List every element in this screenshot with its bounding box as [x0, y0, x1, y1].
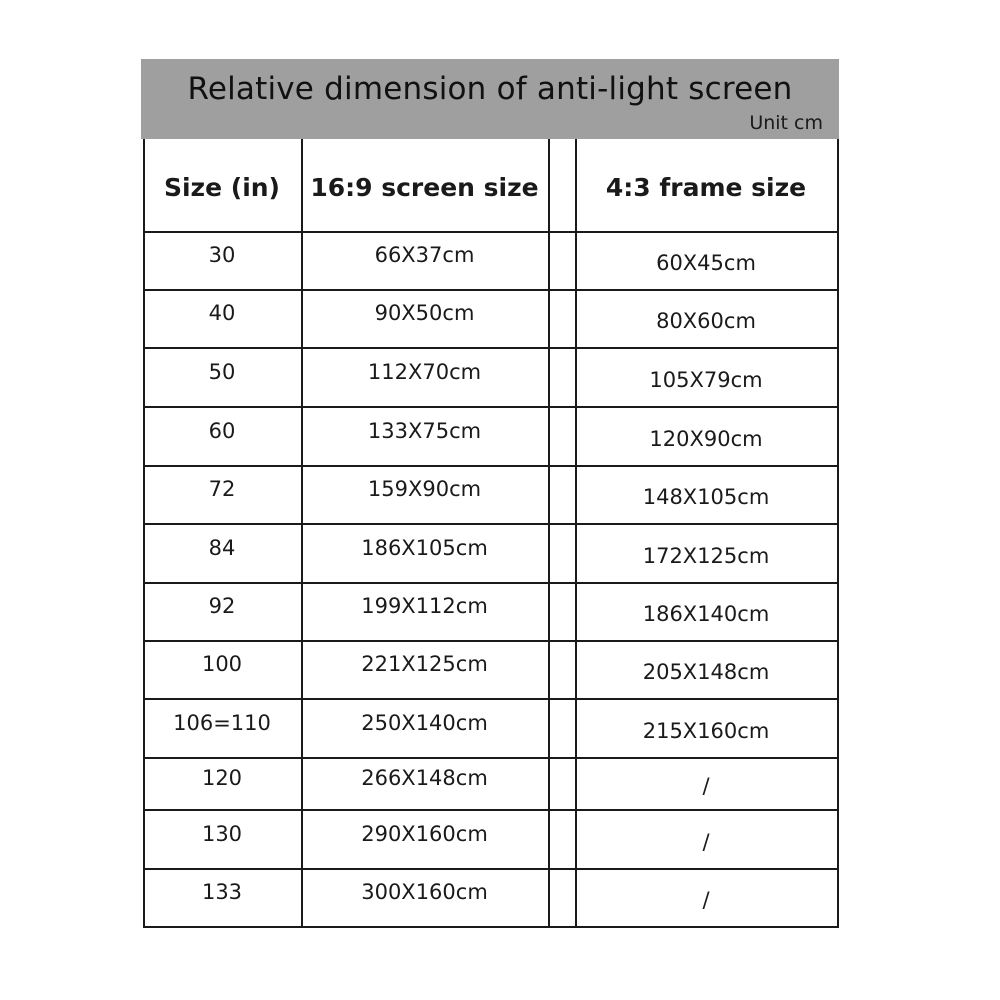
cell-16-9: 66X37cm [374, 243, 475, 267]
row-divider [143, 465, 839, 467]
column-divider [837, 139, 839, 926]
cell-4-3: 148X105cm [642, 485, 770, 509]
cell-4-3: 186X140cm [642, 602, 770, 626]
row-divider [143, 231, 839, 233]
cell-4-3: 215X160cm [642, 718, 770, 743]
header-16-9: 16:9 screen size [310, 173, 539, 202]
cell-16-9: 266X148cm [361, 766, 488, 790]
cell-4-3: / [702, 774, 710, 798]
cell-16-9: 290X160cm [361, 821, 488, 846]
cell-4-3: 205X148cm [642, 660, 770, 684]
cell-4-3: 120X90cm [649, 426, 763, 451]
column-divider [548, 139, 550, 926]
row-divider [143, 757, 839, 759]
cell-4-3: 60X45cm [656, 251, 756, 275]
cell-size: 30 [208, 243, 236, 267]
cell-16-9: 250X140cm [361, 710, 488, 735]
row-divider [143, 809, 839, 811]
cell-size: 72 [208, 477, 236, 501]
header-size: Size (in) [163, 173, 280, 202]
row-divider [143, 289, 839, 291]
cell-16-9: 186X105cm [361, 535, 488, 560]
cell-16-9: 90X50cm [374, 301, 475, 325]
cell-16-9: 221X125cm [361, 652, 488, 676]
cell-size: 50 [208, 359, 236, 384]
row-divider [143, 698, 839, 700]
cell-size: 130 [201, 821, 243, 846]
cell-16-9: 159X90cm [367, 477, 482, 501]
cell-size: 40 [208, 301, 236, 325]
cell-size: 106=110 [173, 710, 271, 735]
row-divider [143, 523, 839, 525]
cell-size: 84 [208, 535, 236, 560]
title-banner [141, 59, 839, 139]
cell-16-9: 133X75cm [367, 418, 482, 443]
cell-4-3: / [702, 888, 710, 912]
row-divider [143, 582, 839, 584]
row-divider [143, 868, 839, 870]
cell-4-3: 105X79cm [649, 367, 763, 392]
row-divider [143, 406, 839, 408]
cell-size: 60 [208, 418, 236, 443]
cell-size: 120 [201, 766, 243, 790]
cell-4-3: 80X60cm [656, 309, 756, 333]
header-4-3: 4:3 frame size [605, 173, 807, 202]
row-divider [143, 640, 839, 642]
table-title: Relative dimension of anti-light screen [187, 71, 793, 107]
cell-size: 100 [201, 652, 243, 676]
cell-16-9: 199X112cm [361, 594, 488, 618]
row-divider [143, 926, 839, 928]
cell-4-3: 172X125cm [642, 543, 770, 568]
cell-size: 92 [208, 594, 236, 618]
row-divider [143, 347, 839, 349]
unit-label: Unit cm [749, 112, 823, 134]
cell-4-3: / [702, 829, 710, 854]
cell-16-9: 112X70cm [367, 359, 482, 384]
cell-size: 133 [201, 880, 243, 904]
cell-16-9: 300X160cm [361, 880, 488, 904]
